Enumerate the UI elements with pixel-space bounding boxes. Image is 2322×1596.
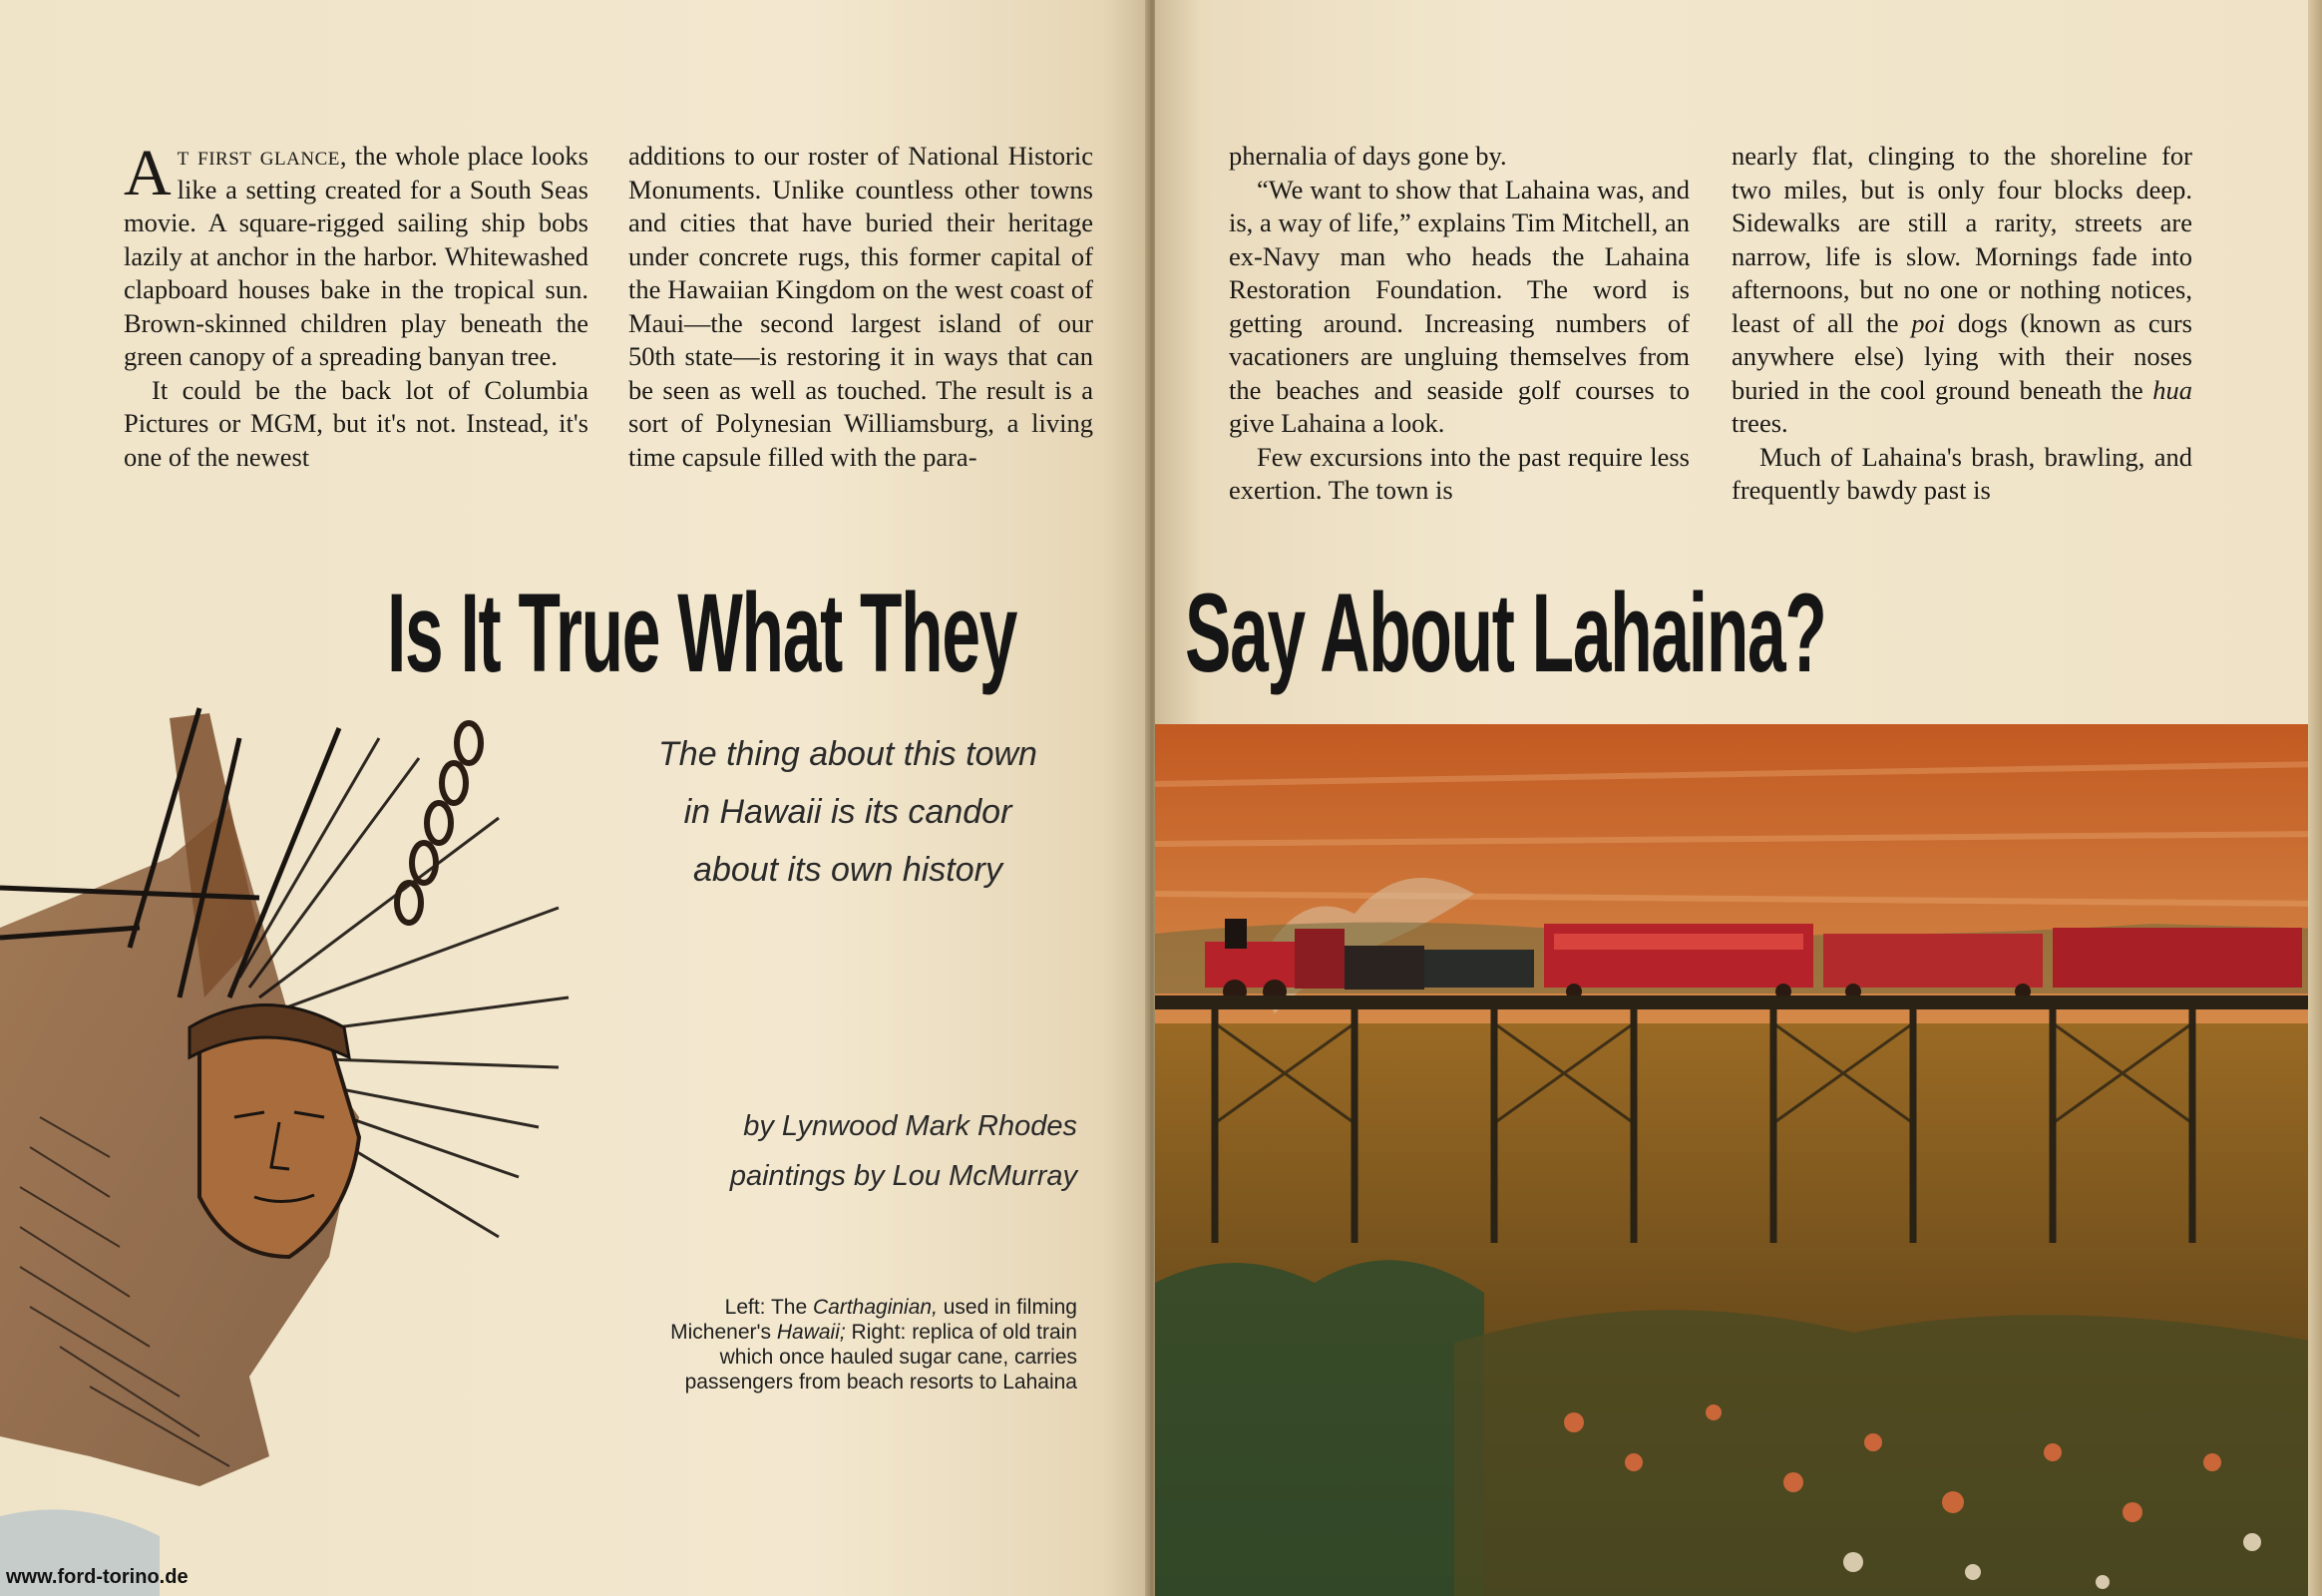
painter-credit: paintings by Lou McMurray xyxy=(729,1160,1077,1192)
byline xyxy=(638,1101,1077,1201)
author-credit: by Lynwood Mark Rhodes xyxy=(743,1110,1077,1142)
paragraph: “We want to show that Lahaina was, and is, a way of life,” explains Tim Mitchell, an ex-Navy man who heads the Lahaina Restoration Foundation. The word is getting around. Increasing numbers of vacationers are ungluing themselves from the beaches and seaside golf courses to give Lahaina a look. xyxy=(1229,174,1690,438)
paragraph-text: nearly flat, clinging to the shoreline for two miles, but is only four blocks deep. Sidewalks are still a rarity, streets are narrow, life is slow. Mornings fade into afternoons, but no one or nothing notices, least of all the xyxy=(1732,141,2192,338)
headline-left: Is It True What They xyxy=(387,571,1017,695)
text-column-3 xyxy=(1229,140,1690,508)
paragraph-text: the whole place looks like a setting created for a South Seas movie. A square-rigged sailing ship bobs lazily at anchor in the harbor. Whitewashed clapboard houses bake in the tropical sun. Brown-skinned children play beneath the green canopy of a spreading banyan tree. xyxy=(124,141,588,371)
italic-term: hua xyxy=(2152,374,2192,405)
paragraph: It could be the back lot of Columbia Pictures or MGM, but it's not. Instead, it's one of the newest xyxy=(124,374,588,472)
subheading-line: The thing about this town xyxy=(658,735,1037,773)
italic-term: poi xyxy=(1911,307,1946,338)
paragraph: Much of Lahaina's brash, brawling, and frequently bawdy past is xyxy=(1732,441,2192,505)
caption-text: Left: The xyxy=(724,1296,813,1319)
text-column-1 xyxy=(124,137,588,474)
text-column-2 xyxy=(628,140,1093,474)
lead-in: t first glance, xyxy=(177,141,347,171)
photo-caption xyxy=(638,1295,1077,1395)
subheading-line: about its own history xyxy=(693,851,1002,889)
paragraph: additions to our roster of National Historic Monuments. Unlike countless other towns and cities that have buried their heritage under concrete rugs, this former capital of the Hawaiian Kingdom on the west coast of Maui—the second largest island of our 50th state—is restoring it in ways that can be seen as well as touched. The result is a sort of Polynesian Williamsburg, a living time capsule filled with the para- xyxy=(628,141,1093,472)
subheading xyxy=(598,725,1097,899)
paragraph-text: dogs (known as curs anywhere else) lying with their noses buried in the cool ground beneath the xyxy=(1732,307,2192,405)
ship-figurehead-illustration xyxy=(0,698,618,1596)
caption-italic: Hawaii; xyxy=(776,1321,846,1344)
headline-right: Say About Lahaina? xyxy=(1185,571,1826,695)
left-page xyxy=(0,0,1149,1596)
paragraph: Few excursions into the past require less exertion. The town is xyxy=(1229,441,1690,505)
subheading-line: in Hawaii is its candor xyxy=(683,793,1012,831)
caption-text: used in filming Michener's xyxy=(670,1296,1077,1344)
caption-text: Right: replica of old train which once hauled sugar cane, carries passengers from beach resorts to Lahaina xyxy=(684,1321,1077,1394)
caption-italic: Carthaginian, xyxy=(813,1296,938,1319)
text-column-4 xyxy=(1732,140,2192,508)
drop-cap: A xyxy=(124,137,172,209)
paragraph: phernalia of days gone by. xyxy=(1229,141,1507,171)
watermark: www.ford-torino.de xyxy=(6,1566,189,1588)
paragraph xyxy=(1732,140,2192,441)
paragraph xyxy=(124,137,588,374)
page-edge xyxy=(2308,0,2322,1596)
right-page xyxy=(1155,0,2322,1596)
paragraph-text: trees. xyxy=(1732,408,1788,438)
train-painting xyxy=(1155,724,2322,1596)
